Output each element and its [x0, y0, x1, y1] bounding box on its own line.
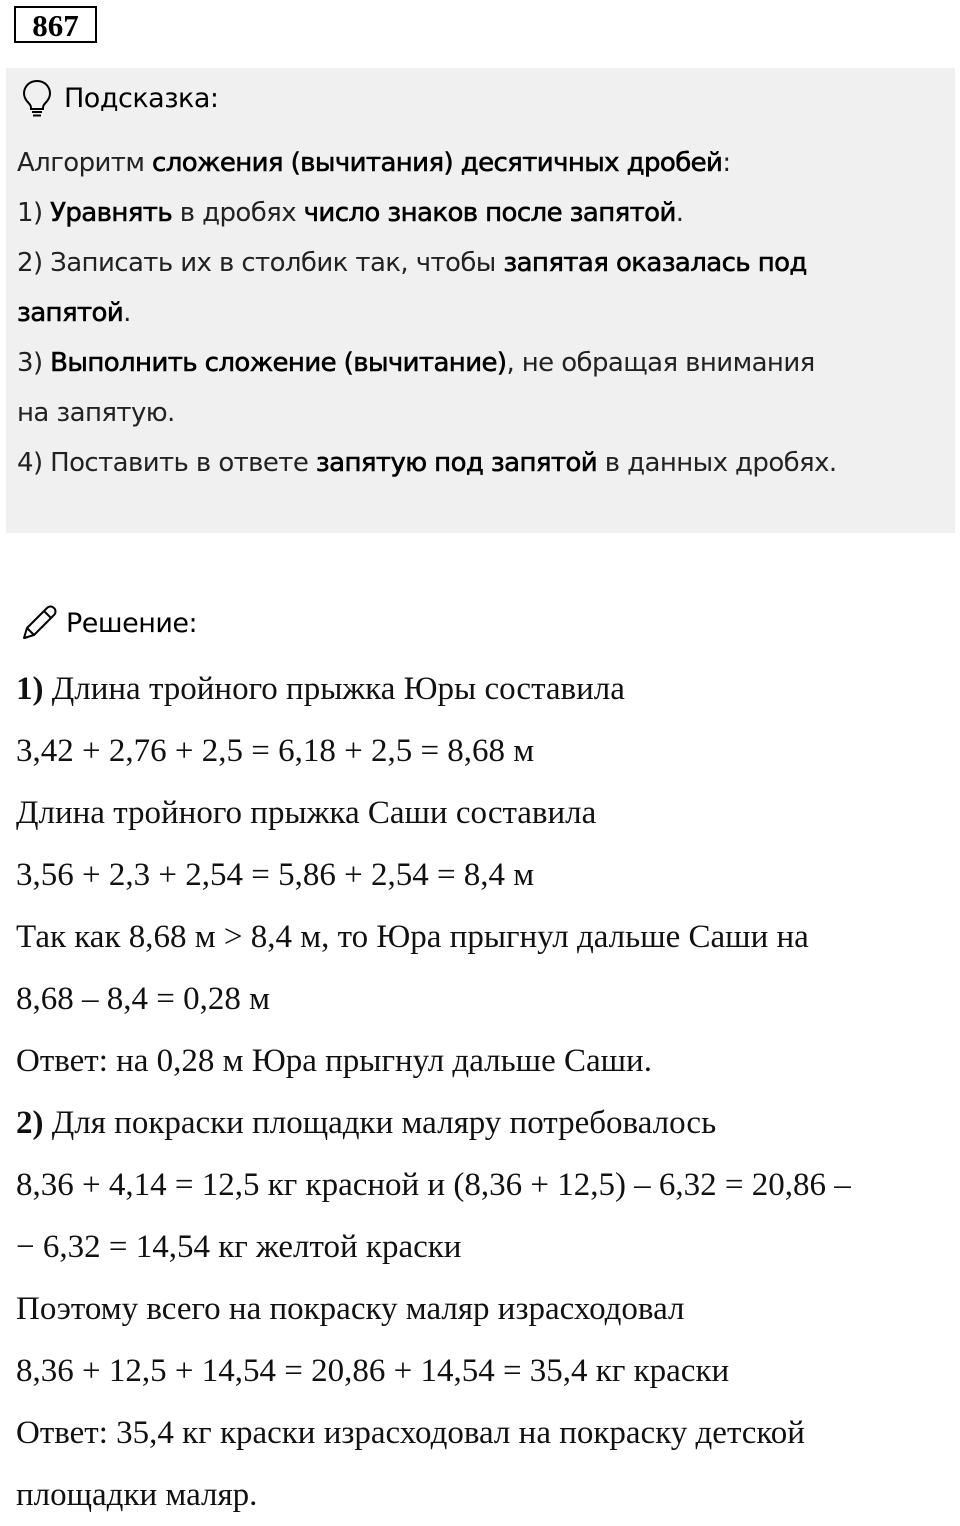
text: площадки маляр.: [16, 1477, 258, 1513]
solution-line: [16, 1092, 946, 1154]
text: 3,56 + 2,3 + 2,54 = 5,86 + 2,54 = 8,4 м: [16, 857, 535, 893]
bold-text: число знаков после запятой: [303, 198, 676, 228]
text: Для покраски площадки маляру потребовалось: [43, 1105, 717, 1141]
text: Длина тройного прыжка Саши составила: [16, 795, 597, 831]
hint-line: [17, 188, 947, 238]
solution-line: [16, 906, 946, 968]
solution-line: [16, 968, 946, 1030]
solution-line: [16, 1278, 946, 1340]
text: 8,36 + 12,5 + 14,54 = 20,86 + 14,54 = 35,4 кг краски: [16, 1353, 730, 1389]
text: .: [123, 298, 131, 328]
hint-line: [17, 438, 947, 488]
bold-text: сложения (вычитания) десятичных дробей: [152, 148, 723, 178]
text: 8,68 – 8,4 = 0,28 м: [16, 981, 270, 1017]
text: 3): [17, 348, 51, 378]
hint-line: [17, 288, 947, 338]
text: Длина тройного прыжка Юры составила: [43, 671, 625, 707]
solution-title: Решение:: [66, 607, 198, 639]
text: :: [722, 148, 731, 178]
hint-header: [20, 76, 219, 120]
text: Ответ: на 0,28 м Юра прыгнул дальше Саши.: [16, 1043, 652, 1079]
pencil-icon: [18, 602, 60, 644]
solution-header: [18, 600, 197, 646]
text: 3,42 + 2,76 + 2,5 = 6,18 + 2,5 = 8,68 м: [16, 733, 535, 769]
solution-line: [16, 1402, 946, 1464]
bold-text: 2): [16, 1105, 44, 1141]
text: 2) Записать их в столбик так, чтобы: [17, 248, 504, 278]
bold-text: запятой: [17, 298, 124, 328]
lightbulb-icon: [20, 78, 54, 118]
text: на запятую.: [17, 398, 175, 428]
solution-line: [16, 844, 946, 906]
text: 8,36 + 4,14 = 12,5 кг красной и (8,36 + 12,5) – 6,32 = 20,86 –: [16, 1167, 851, 1203]
solution-line: [16, 658, 946, 720]
text: 1): [17, 198, 51, 228]
hint-line: [17, 238, 947, 288]
solution-line: [16, 782, 946, 844]
solution-body: [16, 658, 946, 1526]
bold-text: Уравнять: [50, 198, 173, 228]
bold-text: Выполнить сложение (вычитание): [50, 348, 507, 378]
hint-title: Подсказка:: [64, 82, 219, 114]
text: 4) Поставить в ответе: [17, 448, 316, 478]
text: Ответ: 35,4 кг краски израсходовал на покраску детской: [16, 1415, 805, 1451]
hint-line: [17, 138, 947, 188]
solution-line: [16, 1154, 946, 1216]
text: Поэтому всего на покраску маляр израсходовал: [16, 1291, 685, 1327]
hint-line: [17, 388, 947, 438]
solution-line: [16, 1340, 946, 1402]
hint-body: [17, 138, 947, 488]
text: .: [675, 198, 684, 228]
text: в дробях: [172, 198, 304, 228]
bold-text: запятая оказалась под: [503, 248, 807, 278]
text: − 6,32 = 14,54 кг желтой краски: [16, 1229, 462, 1265]
text: Так как 8,68 м > 8,4 м, то Юра прыгнул дальше Саши на: [16, 919, 809, 955]
text: , не обращая внимания: [506, 348, 815, 378]
solution-line: [16, 1464, 946, 1526]
task-number: 867: [14, 6, 97, 43]
hint-box: [6, 68, 955, 533]
bold-text: запятую под запятой: [315, 448, 598, 478]
bold-text: 1): [16, 671, 44, 707]
solution-line: [16, 1030, 946, 1092]
text: в данных дробях.: [597, 448, 837, 478]
hint-line: [17, 338, 947, 388]
solution-line: [16, 1216, 946, 1278]
solution-line: [16, 720, 946, 782]
text: Алгоритм: [17, 148, 152, 178]
